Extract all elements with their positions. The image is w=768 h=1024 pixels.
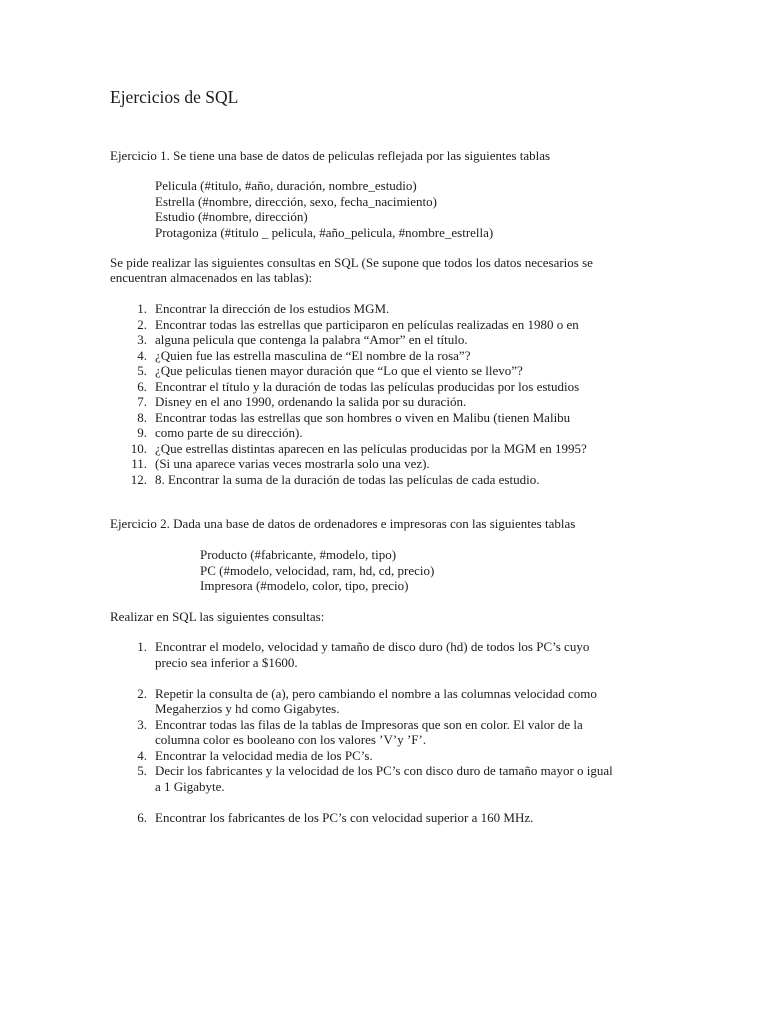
schema-table-producto: Producto (#fabricante, #modelo, tipo) [200, 547, 397, 562]
exercise2-schema-list [200, 547, 434, 594]
exercise2-request: Realizar en SQL las siguientes consultas: [110, 609, 325, 624]
list-item-text: ¿Que peliculas tienen mayor duración que “Lo que el viento se llevo”? [155, 363, 523, 378]
list-item [110, 472, 587, 488]
list-item [110, 763, 613, 779]
list-item [110, 779, 613, 795]
list-item-number: 7. [137, 394, 147, 409]
schema-table-protagoniza: Protagoniza (#titulo _ pelicula, #año_pelicula, #nombre_estrella) [155, 224, 494, 240]
list-item [110, 748, 613, 764]
list-item-number: 5. [137, 363, 147, 378]
list-item-text: columna color es booleano con los valores ’V’y ’F’. [155, 732, 427, 747]
list-item-number: 3. [137, 716, 147, 732]
list-item-number: 2. [137, 685, 147, 701]
list-item [110, 655, 613, 671]
list-item [110, 425, 587, 441]
list-item-text: a 1 Gigabyte. [155, 778, 225, 794]
list-item [110, 717, 613, 733]
list-item-text: 8. Encontrar la suma de la duración de todas las películas de cada estudio. [155, 471, 540, 487]
schema-table-pc: PC (#modelo, velocidad, ram, hd, cd, precio) [200, 562, 435, 578]
list-item [110, 686, 613, 702]
list-item-text: ¿Que estrellas distintas aparecen en las películas producidas por la MGM en 1995? [155, 440, 587, 456]
list-item [110, 441, 587, 457]
list-item [110, 639, 613, 655]
list-item [110, 394, 587, 410]
list-item-text: Encontrar el modelo, velocidad y tamaño de disco duro (hd) de todos los PC’s cuyo [155, 639, 590, 654]
exercise1-schema-list [155, 178, 493, 240]
list-item-text: Disney en el ano 1990, ordenando la salida por su duración. [155, 394, 467, 409]
list-item [110, 379, 587, 395]
list-item-text: Encontrar todas las filas de la tablas de Impresoras que son en color. El valor de la [155, 716, 583, 732]
list-item-text: (Si una aparece varias veces mostrarla solo una vez). [155, 456, 430, 471]
list-item-number: 4. [137, 347, 147, 363]
list-item-number: 11. [131, 456, 147, 471]
list-item-text: Encontrar todas las estrellas que participaron en películas realizadas en 1980 o en [155, 316, 579, 332]
list-item-number: 2. [137, 316, 147, 332]
schema-table-estrella: Estrella (#nombre, dirección, sexo, fecha_nacimiento) [155, 193, 437, 209]
exercise1-question-list [110, 301, 587, 487]
list-item-text: Encontrar los fabricantes de los PC’s con velocidad superior a 160 MHz. [155, 809, 534, 825]
list-item-number: 1. [137, 301, 147, 316]
exercise2-intro: Ejercicio 2. Dada una base de datos de ordenadores e impresoras con las siguientes tablas [110, 516, 576, 531]
list-item-number: 6. [137, 378, 147, 394]
list-item [110, 410, 587, 426]
exercise1-intro: Ejercicio 1. Se tiene una base de datos de peliculas reflejada por las siguientes tablas [110, 148, 551, 163]
list-item-number: 9. [137, 425, 147, 440]
list-item-number: 3. [137, 332, 147, 347]
list-item [110, 332, 587, 348]
list-item-text: como parte de su dirección). [155, 425, 303, 440]
list-item-text: Decir los fabricantes y la velocidad de los PC’s con disco duro de tamaño mayor o igual [155, 763, 613, 778]
list-item-number: 4. [137, 747, 147, 763]
list-item-number: 6. [137, 809, 147, 825]
list-item [110, 317, 587, 333]
exercise1-request-line1: Se pide realizar las siguientes consultas en SQL (Se supone que todos los datos necesarios se [110, 255, 593, 270]
list-item [110, 456, 587, 472]
list-item-text: Encontrar la velocidad media de los PC’s. [155, 747, 373, 763]
list-item-text: precio sea inferior a $1600. [155, 654, 298, 670]
list-item-text: ¿Quien fue las estrella masculina de “El nombre de la rosa”? [155, 347, 471, 363]
list-item [110, 363, 587, 379]
list-item [110, 732, 613, 748]
list-item-number: 10. [130, 440, 147, 456]
list-item [110, 301, 587, 317]
list-item [110, 348, 587, 364]
list-item-text: Encontrar el título y la duración de todas las películas producidas por los estudios [155, 378, 580, 394]
list-item-text: alguna pelicula que contenga la palabra “Amor” en el título. [155, 332, 468, 347]
schema-table-pelicula: Pelicula (#titulo, #año, duración, nombre_estudio) [155, 178, 417, 193]
list-item-text: Encontrar la dirección de los estudios MGM. [155, 301, 390, 316]
list-item-number: 8. [137, 409, 147, 425]
list-item-number: 1. [137, 639, 147, 654]
exercise1-request-line2: encuentran almacenados en las tablas): [110, 270, 313, 285]
list-item-text: Encontrar todas las estrellas que son hombres o viven en Malibu (tienen Malibu [155, 409, 571, 425]
list-item-number: 12. [130, 471, 147, 487]
list-item [110, 701, 613, 717]
schema-table-impresora: Impresora (#modelo, color, tipo, precio) [200, 578, 409, 593]
list-item [110, 810, 613, 826]
exercise2-question-list [110, 639, 613, 825]
list-item-number: 5. [137, 763, 147, 778]
list-item-text: Megaherzios y hd como Gigabytes. [155, 701, 340, 716]
schema-table-estudio: Estudio (#nombre, dirección) [155, 209, 308, 224]
list-item-text: Repetir la consulta de (a), pero cambiando el nombre a las columnas velocidad como [155, 685, 597, 701]
document-title: Ejercicios de SQL [110, 87, 239, 107]
